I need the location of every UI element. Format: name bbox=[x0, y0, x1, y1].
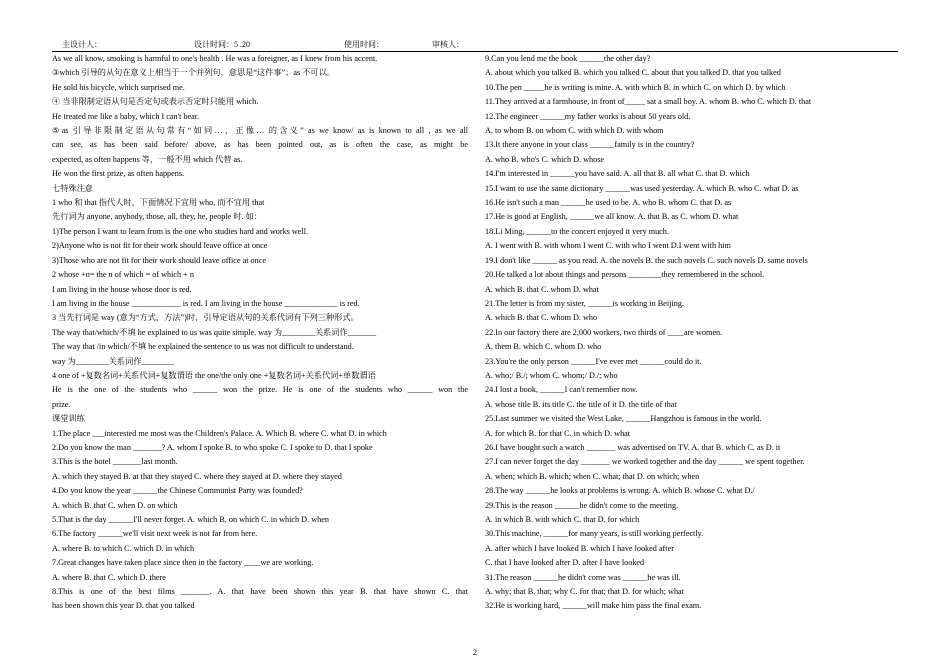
text-line: He is the one of the students who ______ won the prize. He is one of the students who ______ won the bbox=[52, 385, 468, 395]
text-line: 4 one of +复数名词+关系代词+复数谓语 the one/the only one +复数名词+关系代词+单数谓语 bbox=[52, 370, 376, 380]
text-line: 2.Do you know the man _______? A. whom I spoke B. to who spoke C. I spoke to D. that I spoke bbox=[52, 442, 373, 452]
text-line: way 为________关系词作________ bbox=[52, 356, 175, 366]
text-line: 22.In our factory there are 2,000 workers, two thirds of ____are women. bbox=[485, 327, 723, 337]
text-line: A. to whom B. on whom C. with which D. with whom bbox=[485, 126, 664, 136]
text-line: He treated me like a baby, which I can't bear. bbox=[52, 111, 200, 121]
text-line: 8.This is one of the best films _______. A. that have been shown this year B. that have shown C. that bbox=[52, 587, 468, 597]
text-line: C. that I have looked after D. after I have looked bbox=[485, 558, 645, 568]
designer-label: 主设计人： bbox=[62, 40, 102, 49]
text-line: 25.Last summer we visited the West Lake, ______Hangzhou is famous in the world. bbox=[485, 414, 762, 424]
text-line: The way that /in which/不填 he explained the sentence to us was not difficult to understand. bbox=[52, 342, 354, 352]
text-line: 16.He isn't such a man ______he used to be. A. who B. whom C. that D. as bbox=[485, 198, 732, 208]
use-time-label: 使用时间： bbox=[344, 40, 384, 49]
text-line: A. where B. to which C. which D. in which bbox=[52, 543, 195, 553]
text-line: 7.Great changes have taken place since then in the factory ____we are working. bbox=[52, 558, 314, 568]
text-line: 2 whose +n= the n of which = of which + n bbox=[52, 270, 194, 280]
text-line: 1.The place ___interested me most was the Children's Palace. A. Which B. where C. what D. in which bbox=[52, 428, 387, 438]
text-line: A. which B. that C. whom D. what bbox=[485, 284, 599, 294]
text-line: 课堂训练 bbox=[52, 414, 85, 424]
text-line: He sold his bicycle, which surprised me. bbox=[52, 82, 185, 92]
text-line: 20.He talked a lot about things and persons ________they remembered in the school. bbox=[485, 270, 765, 280]
text-line: 先行词为 anyone, anybody, those, all, they, he, people 时. 如： bbox=[52, 212, 262, 222]
text-line: 3.This is the hotel _______last month. bbox=[52, 457, 178, 467]
text-line: A. when; which B. which; when C. what; that D. on which; when bbox=[485, 471, 700, 481]
text-line: 19.I don't like ______ as you read. A. the novels B. the such novels C. such novels D. same novels bbox=[485, 255, 808, 265]
text-line: prize. bbox=[52, 399, 71, 409]
text-line: 27.I can never forget the day _______ we worked together and the day ______ we spent together. bbox=[485, 457, 805, 467]
text-line: A. about which you talked B. which you talked C. about that you talked D. that you talked bbox=[485, 68, 781, 78]
text-line: 17.He is good at English, ______we all know. A. that B. as C. whom D. what bbox=[485, 212, 739, 222]
text-line: 12.The engineer ______my father works is about 50 years old. bbox=[485, 111, 691, 121]
text-line: 30.This machine, ______for many years, is still working perfectly. bbox=[485, 529, 704, 539]
text-line: A. which B. that C. whom D. who bbox=[485, 313, 598, 323]
text-line: He won the first prize, as often happens. bbox=[52, 169, 185, 179]
page-number: 2 bbox=[473, 648, 477, 657]
text-line: A. I went with B. with whom I went C. with who I went D.I went with him bbox=[485, 241, 731, 251]
text-line: I am living in the house whose door is red. bbox=[52, 284, 192, 294]
text-line: A. which B. that C. when D. on which bbox=[52, 500, 178, 510]
text-line: A. in which B. with which C. that D. for which bbox=[485, 515, 640, 524]
text-line: 6.The factory ______we'll visit next week is not far from here. bbox=[52, 529, 258, 539]
design-time-label: 设计时间：5 .20 bbox=[194, 40, 250, 49]
text-line: I am living in the house ____________ is red. I am living in the house _____________ is red. bbox=[52, 298, 360, 308]
text-line: A. them B. which C. whom D. who bbox=[485, 342, 602, 352]
text-line: 10.The pen _____he is writing is mine. A. with which B. in which C. on which D. by which bbox=[485, 82, 786, 92]
left-column bbox=[52, 52, 468, 614]
text-line: 1)The person I want to learn from is the one who studies hard and works well. bbox=[52, 226, 309, 236]
text-line: 29.This is the reason ______he didn't come to the meeting. bbox=[485, 500, 679, 510]
text-line: 15.I want to use the same dictionary ______was used yesterday. A. which B. who C. what D. as bbox=[485, 183, 799, 193]
text-line: A. whose title B. its title C. the title of it D. the title of that bbox=[485, 399, 677, 409]
text-line: 28.The way ______he looks at problems is wrong. A. which B. whose C. what D./ bbox=[485, 486, 755, 496]
text-line: 18.Li Ming, ______to the concert enjoyed it very much. bbox=[485, 226, 669, 236]
text-line: As we all know, smoking is harmful to one's health . He was a foreigner, as I knew from his accent. bbox=[52, 54, 378, 63]
text-line: 21.The letter is from my sister, ______is working in Beijing. bbox=[485, 298, 684, 308]
text-line: expected, as often happens 等，一般不用 which 代替 as. bbox=[52, 154, 243, 164]
text-line: ⑤as 引导非限制定语从句常有“如同…，正像… 的含义” as we know/ as is known to all , as we all bbox=[52, 126, 468, 136]
text-line: ④ 当非限制定语从句是否定句或表示否定时只能用 which. bbox=[52, 97, 259, 107]
text-line: 24.I lost a book, ______I can't remember now. bbox=[485, 385, 638, 395]
text-line: 9.Can you lend me the book ______the other day? bbox=[485, 54, 651, 63]
text-line: A. for which B. for that C. in which D. what bbox=[485, 428, 631, 438]
text-line: 七特殊注意 bbox=[52, 183, 93, 193]
text-line: 4.Do you know the year ______the Chinese Communist Party was founded? bbox=[52, 486, 303, 496]
text-line: A. who B. who's C. which D. whose bbox=[485, 154, 605, 164]
text-line: The way that/which/不填 he explained to us was quite simple. way 为________关系词作_______ bbox=[52, 327, 377, 337]
text-line: A. which they stayed B. at that they stayed C. where they stayed at D. where they stayed bbox=[52, 471, 342, 481]
text-line: 23.You're the only person ______I've ever met ______could do it. bbox=[485, 356, 702, 366]
text-line: 26.I have bought such a watch _______ was advertised on TV. A. that B. which C. as D. it bbox=[485, 442, 781, 452]
text-line: A. where B. that C. which D. there bbox=[52, 572, 166, 582]
text-line: 1 who 和 that 指代人时，下面情况下宜用 who, 而不宜用 that bbox=[52, 198, 265, 208]
text-line: has been shown this year D. that you talked bbox=[52, 601, 195, 611]
text-line: 11.They arrived at a farmhouse, in front of_____ sat a small boy. A. whom B. who C. which D. that bbox=[485, 97, 812, 107]
text-line: 3 当先行词是 way (意为“方式，方法”)时，引导定语从句的关系代词有下列三种形式。 bbox=[52, 313, 359, 323]
text-line: ③which 引导的从句在意义上相当于一个并列句，意思是“这件事”；as 不可以。 bbox=[52, 68, 335, 78]
text-line: A. who;/ B./; whom C. whom;/ D./; who bbox=[485, 370, 618, 380]
text-line: 31.The reason ______he didn't come was ______he was ill. bbox=[485, 572, 681, 582]
text-line: A. after which I have looked B. which I have looked after bbox=[485, 543, 674, 553]
reviewer-label: 审核人： bbox=[432, 40, 464, 49]
right-column bbox=[485, 52, 898, 614]
text-line: 2)Anyone who is not fit for their work should leave office at once bbox=[52, 241, 268, 251]
text-line: 3)Those who are not fit for their work should leave office at once bbox=[52, 255, 267, 265]
text-line: A. why; that B. that; why C. for that; that D. for which; what bbox=[485, 587, 684, 597]
text-line: can see, as has been said before/ above, as has been pointed out, as is often the case, as might be bbox=[52, 140, 468, 150]
page-header bbox=[52, 38, 898, 52]
text-line: 32.He is working hard, ______will make him pass the final exam. bbox=[485, 601, 702, 611]
text-line: 13.It there anyone in your class ______family is in the country? bbox=[485, 140, 695, 150]
text-line: 14.I'm interested in ______you have said. A. all that B. all what C. that D. which bbox=[485, 169, 750, 179]
text-line: 5.That is the day ______I'll never forget. A. which B. on which C. in which D. when bbox=[52, 515, 329, 524]
